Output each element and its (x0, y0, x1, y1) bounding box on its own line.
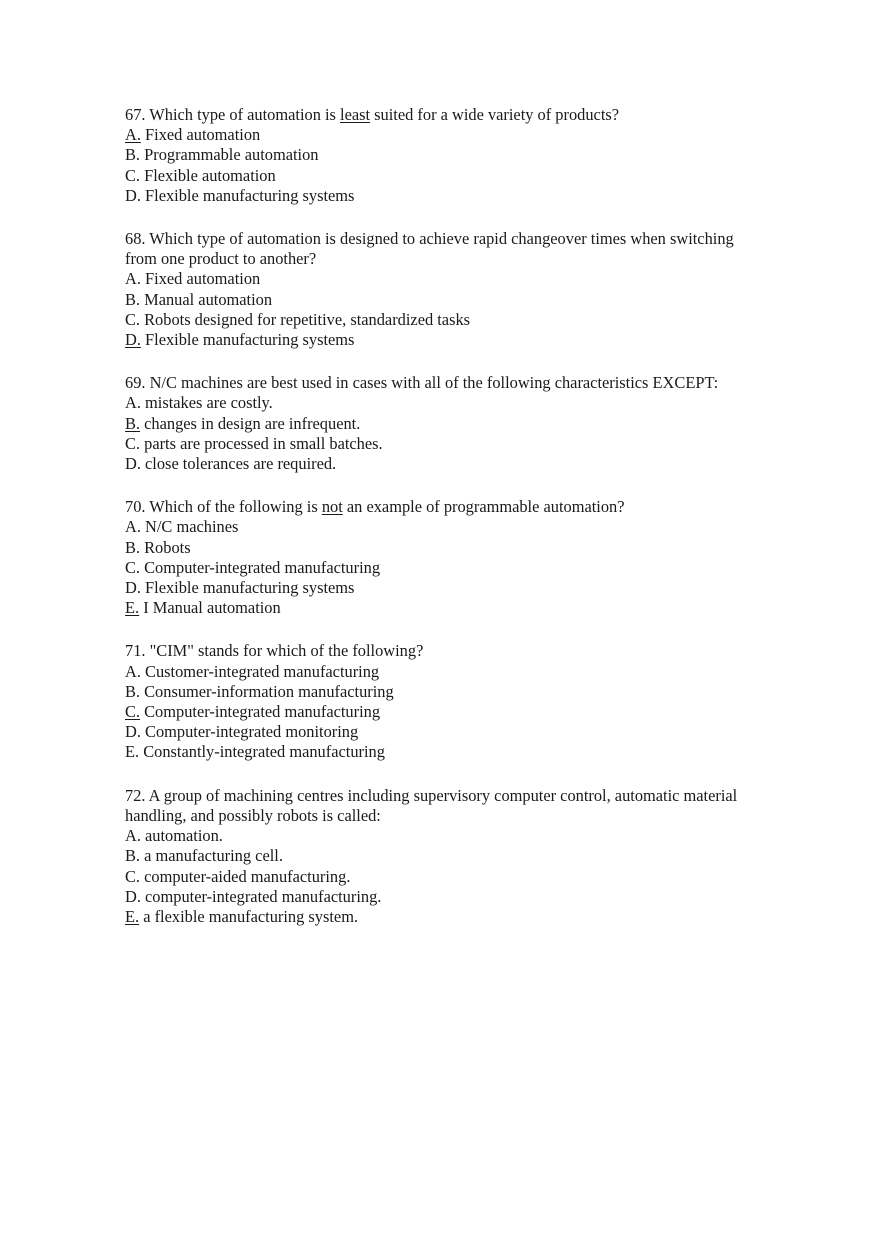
answer-option (125, 662, 825, 682)
option-letter: D. (125, 578, 141, 598)
option-letter: C. (125, 866, 141, 886)
option-letter: D. (125, 185, 141, 205)
answer-option (125, 682, 825, 702)
stem-emphasis: not (321, 497, 343, 517)
answer-option (125, 867, 825, 887)
correct-option-letter: E. (125, 906, 140, 926)
question-stem-line (125, 497, 825, 517)
question-spacer (125, 618, 825, 641)
option-letter: A. (125, 517, 141, 537)
option-letter: B. (125, 537, 141, 557)
option-text: a flexible manufacturing system. (139, 906, 359, 926)
option-text: Programmable automation (140, 145, 319, 165)
question-stem-line (125, 229, 825, 249)
quiz-page (125, 105, 825, 927)
option-text: Robots (140, 537, 191, 557)
option-letter: D. (125, 454, 141, 474)
option-letter: C. (125, 433, 141, 453)
option-text: Fixed automation (140, 269, 261, 289)
answer-option (125, 598, 825, 618)
answer-option (125, 186, 825, 206)
question-spacer (125, 206, 825, 229)
option-text: mistakes are costly. (140, 393, 273, 413)
option-letter: D. (125, 886, 141, 906)
question-5 (125, 641, 825, 762)
option-text: Computer-integrated manufacturing (140, 702, 381, 722)
question-2 (125, 229, 825, 350)
stem-text: 68. Which type of automation is designed to achieve rapid changeover times when switching (125, 229, 734, 249)
question-stem-line (125, 105, 825, 125)
question-3 (125, 373, 825, 474)
option-text: Computer-integrated manufacturing (140, 557, 381, 577)
answer-option (125, 517, 825, 537)
question-spacer (125, 474, 825, 497)
question-stem-line (125, 373, 825, 393)
option-text: N/C machines (140, 517, 239, 537)
stem-text: 67. Which type of automation is (125, 105, 341, 124)
stem-text: suited for a wide variety of products? (370, 105, 620, 124)
stem-text: 70. Which of the following is (125, 497, 322, 517)
question-stem-line (125, 806, 825, 826)
option-letter: C. (125, 557, 141, 577)
option-text: computer-integrated manufacturing. (140, 886, 382, 906)
option-letter: A. (125, 826, 141, 846)
option-text: Constantly-integrated manufacturing (139, 742, 385, 762)
answer-option (125, 145, 825, 165)
answer-option (125, 702, 825, 722)
answer-option (125, 310, 825, 330)
question-spacer (125, 763, 825, 786)
stem-text: 72. A group of machining centres including supervisory computer control, automatic material (125, 785, 738, 805)
answer-option (125, 290, 825, 310)
question-stem-line (125, 641, 825, 661)
question-4 (125, 497, 825, 618)
answer-option (125, 269, 825, 289)
option-text: Flexible automation (140, 165, 276, 185)
option-letter: B. (125, 145, 141, 165)
option-letter: A. (125, 393, 141, 413)
question-6 (125, 786, 825, 927)
answer-option (125, 454, 825, 474)
option-text: Customer-integrated manufacturing (140, 661, 380, 681)
option-letter: B. (125, 846, 141, 866)
answer-option (125, 826, 825, 846)
correct-option-letter: A. (125, 125, 141, 145)
option-letter: B. (125, 289, 141, 309)
option-text: automation. (140, 826, 223, 846)
option-text: Flexible manufacturing systems (140, 330, 355, 350)
answer-option (125, 125, 825, 145)
option-text: Fixed automation (140, 125, 261, 145)
stem-text: 71. "CIM" stands for which of the following? (125, 641, 424, 661)
answer-option (125, 846, 825, 866)
answer-option (125, 434, 825, 454)
option-text: close tolerances are required. (140, 454, 337, 474)
option-text: Manual automation (140, 289, 273, 309)
correct-option-letter: C. (125, 702, 141, 722)
answer-option (125, 907, 825, 927)
answer-option (125, 558, 825, 578)
option-text: I Manual automation (139, 598, 281, 618)
stem-text: 69. N/C machines are best used in cases with all of the following characteristics EXCEPT: (125, 373, 719, 393)
answer-option (125, 722, 825, 742)
correct-option-letter: D. (125, 330, 141, 350)
option-text: parts are processed in small batches. (140, 433, 383, 453)
option-letter: A. (125, 661, 141, 681)
answer-option (125, 538, 825, 558)
option-letter: A. (125, 269, 141, 289)
question-stem-line (125, 786, 825, 806)
option-text: Computer-integrated monitoring (140, 722, 359, 742)
answer-option (125, 330, 825, 350)
option-letter: B. (125, 681, 141, 701)
option-letter: C. (125, 309, 141, 329)
answer-option (125, 887, 825, 907)
correct-option-letter: B. (125, 413, 141, 433)
option-text: a manufacturing cell. (140, 846, 283, 866)
option-text: Robots designed for repetitive, standardized tasks (140, 309, 471, 329)
answer-option (125, 742, 825, 762)
stem-emphasis: least (340, 105, 371, 124)
stem-text: from one product to another? (125, 249, 317, 269)
stem-text: handling, and possibly robots is called: (125, 805, 381, 825)
stem-text: an example of programmable automation? (342, 497, 625, 517)
option-letter: C. (125, 165, 141, 185)
option-text: Consumer-information manufacturing (140, 681, 394, 701)
answer-option (125, 166, 825, 186)
option-letter: E. (125, 742, 140, 762)
answer-option (125, 414, 825, 434)
question-spacer (125, 350, 825, 373)
option-text: Flexible manufacturing systems (140, 578, 355, 598)
correct-option-letter: E. (125, 598, 140, 618)
option-text: changes in design are infrequent. (140, 413, 361, 433)
option-text: computer-aided manufacturing. (140, 866, 351, 886)
question-1 (125, 105, 825, 206)
answer-option (125, 578, 825, 598)
option-text: Flexible manufacturing systems (140, 185, 355, 205)
option-letter: D. (125, 722, 141, 742)
question-stem-line (125, 249, 825, 269)
answer-option (125, 393, 825, 413)
